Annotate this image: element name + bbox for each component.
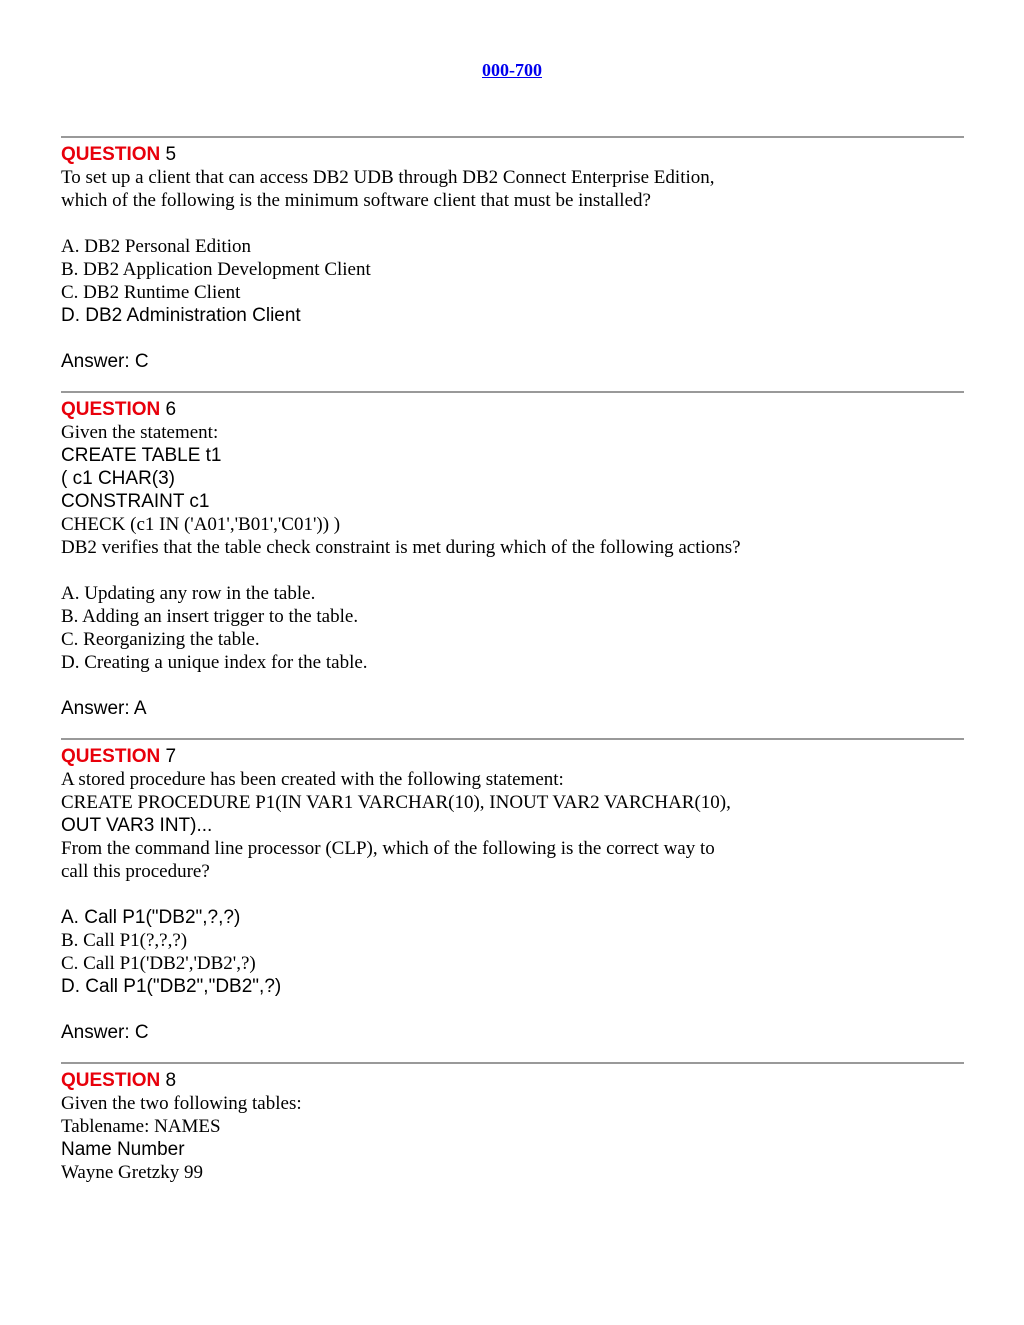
answer-option: C. DB2 Runtime Client xyxy=(61,282,241,303)
question-text-line: Given the two following tables: xyxy=(61,1093,302,1114)
answer-option: D. Creating a unique index for the table. xyxy=(61,652,368,673)
answer-option: A. Call P1("DB2",?,?) xyxy=(61,907,241,928)
question-list xyxy=(61,136,964,1184)
question-text-line: Wayne Gretzky 99 xyxy=(61,1162,203,1183)
answer-value: C xyxy=(134,1022,149,1043)
answer-line xyxy=(61,697,964,720)
answer-option: B. Adding an insert trigger to the table. xyxy=(61,606,359,627)
answer-option: A. Updating any row in the table. xyxy=(61,583,316,604)
question-heading xyxy=(61,1069,964,1092)
question-text-line: A stored procedure has been created with the following statement: xyxy=(61,769,564,790)
answer-value: C xyxy=(134,351,149,372)
question-number: 5 xyxy=(165,144,177,165)
answer-prefix: Answer: xyxy=(61,351,135,372)
question-text-line: CHECK (c1 IN ('A01','B01','C01')) ) xyxy=(61,514,341,535)
question-text-line: call this procedure? xyxy=(61,861,210,882)
question-text-line: CREATE PROCEDURE P1(IN VAR1 VARCHAR(10), INOUT VAR2 VARCHAR(10), xyxy=(61,792,731,813)
answer-prefix: Answer: xyxy=(61,1022,135,1043)
question-text-line: Name Number xyxy=(61,1139,185,1160)
answer-option: D. DB2 Administration Client xyxy=(61,305,301,326)
answer-option: D. Call P1("DB2","DB2",?) xyxy=(61,976,282,997)
question-label: QUESTION xyxy=(61,399,161,420)
answer-option: B. Call P1(?,?,?) xyxy=(61,930,188,951)
page-header xyxy=(0,60,1024,81)
question-text-line: Tablename: NAMES xyxy=(61,1116,221,1137)
question-number: 7 xyxy=(165,746,177,767)
answer-option: C. Reorganizing the table. xyxy=(61,629,260,650)
question-text-line: OUT VAR3 INT)... xyxy=(61,815,213,836)
answer-line xyxy=(61,1021,964,1044)
answer-option: A. DB2 Personal Edition xyxy=(61,236,251,257)
question-text-line: CONSTRAINT c1 xyxy=(61,491,210,512)
question-label: QUESTION xyxy=(61,746,161,767)
answer-prefix: Answer: xyxy=(61,698,134,719)
answer-option: C. Call P1('DB2','DB2',?) xyxy=(61,953,256,974)
question-text-line: Given the statement: xyxy=(61,422,219,443)
question-text-line: DB2 verifies that the table check constraint is met during which of the following actions? xyxy=(61,537,741,558)
question-heading xyxy=(61,398,964,421)
question-label: QUESTION xyxy=(61,144,161,165)
answer-line xyxy=(61,350,964,373)
question-number: 6 xyxy=(165,399,177,420)
question-text-line: CREATE TABLE t1 xyxy=(61,445,222,466)
question-text-line: which of the following is the minimum software client that must be installed? xyxy=(61,190,651,211)
answer-option: B. DB2 Application Development Client xyxy=(61,259,371,280)
question-text-line: From the command line processor (CLP), which of the following is the correct way to xyxy=(61,838,715,859)
question-block xyxy=(61,393,964,738)
question-block xyxy=(61,138,964,391)
question-block xyxy=(61,1064,964,1184)
answer-value: A xyxy=(133,698,147,719)
question-label: QUESTION xyxy=(61,1070,161,1091)
question-text-line: To set up a client that can access DB2 UDB through DB2 Connect Enterprise Edition, xyxy=(61,167,715,188)
question-text-line: ( c1 CHAR(3) xyxy=(61,468,176,489)
question-heading xyxy=(61,143,964,166)
question-heading xyxy=(61,745,964,768)
exam-code-link[interactable]: 000-700 xyxy=(482,60,542,80)
question-number: 8 xyxy=(165,1070,177,1091)
question-block xyxy=(61,740,964,1062)
